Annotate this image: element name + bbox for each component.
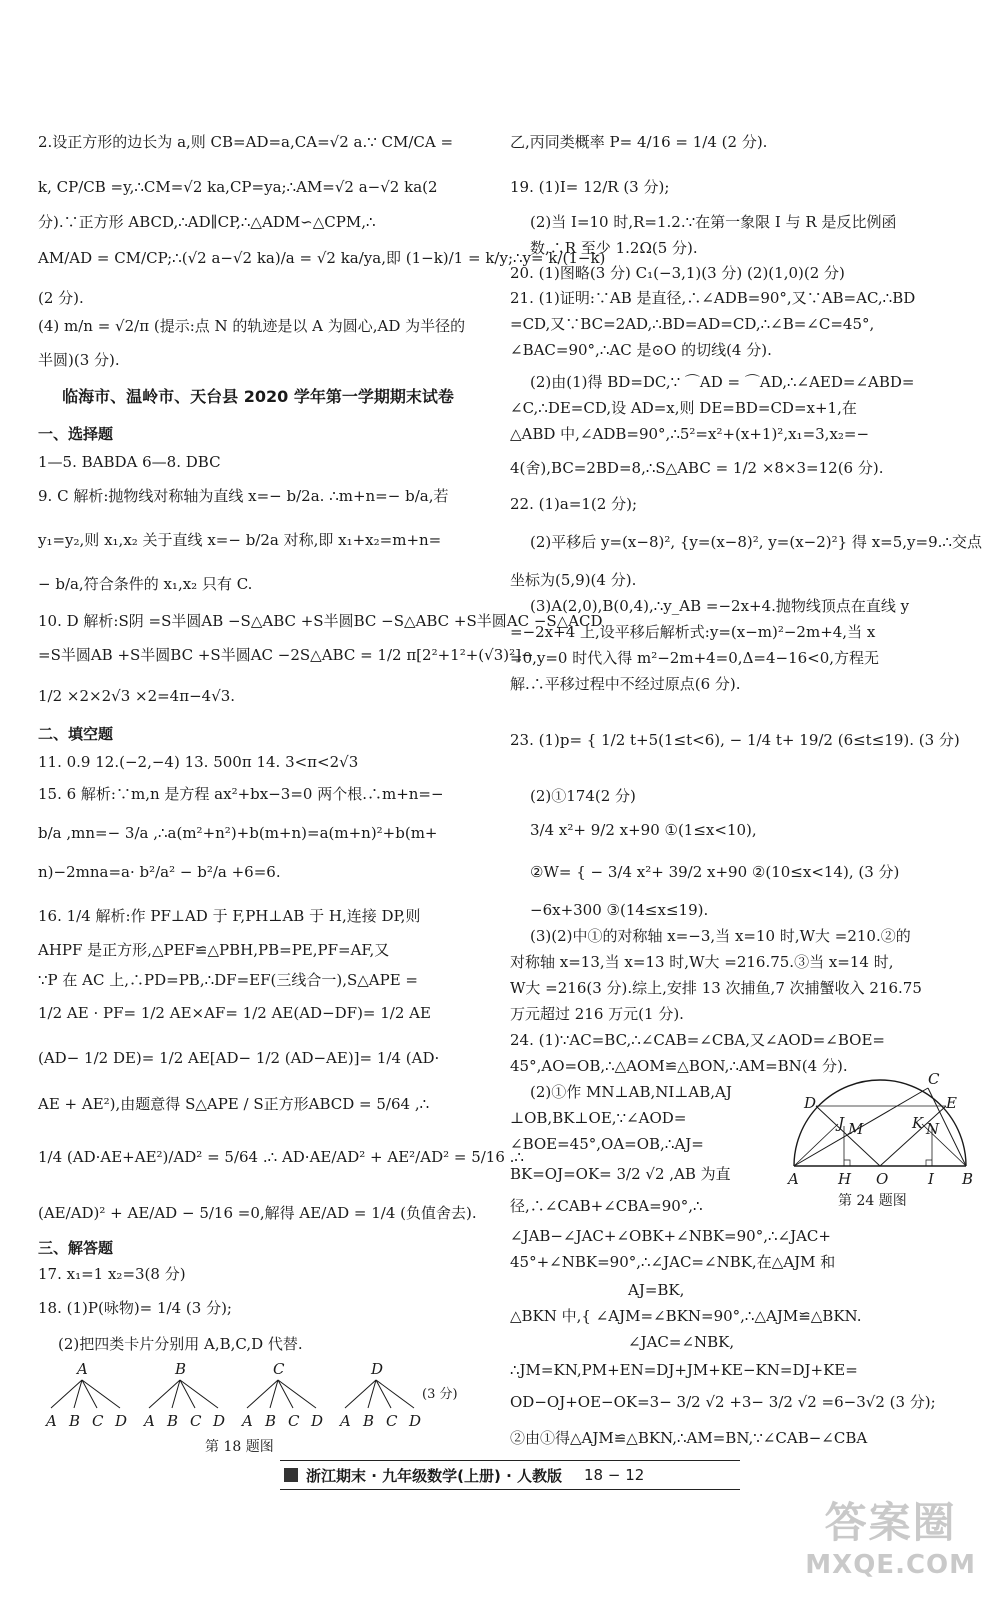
left-text-line: n)−2mna=a· b²/a² − b²/a +6=6. bbox=[38, 863, 281, 881]
left-text-line: 18. (1)P(咏物)= 1/4 (3 分); bbox=[38, 1299, 232, 1317]
tree-leaf-label: D bbox=[213, 1412, 226, 1430]
left-text-line: 16. 1/4 解析:作 PF⊥AD 于 F,PH⊥AB 于 H,连接 DP,则 bbox=[38, 907, 421, 925]
left-text-line: 分).∵正方形 ABCD,∴AD∥CP,∴△ADM∽△CPM,∴ bbox=[38, 213, 376, 231]
left-text-line: 1/2 AE · PF= 1/2 AE×AF= 1/2 AE(AD−DF)= 1/2 AE bbox=[38, 1004, 431, 1022]
right-text-line: ∴JM=KN,PM+EN=DJ+JM+KE−KN=DJ+KE= bbox=[510, 1361, 858, 1379]
left-text-line: =S半圆AB +S半圆BC +S半圆AC −2S△ABC = 1/2 π[2²+1²+(√3)²]− bbox=[38, 646, 534, 664]
tree-branch bbox=[278, 1380, 293, 1408]
tree-branch bbox=[345, 1380, 376, 1408]
left-text-line: 临海市、温岭市、天台县 2020 学年第一学期期末试卷 bbox=[62, 387, 454, 406]
right-text-line: =−2x+4 上,设平移后解析式:y=(x−m)²−2m+4,当 x bbox=[510, 623, 876, 641]
left-text-line: (2)把四类卡片分别用 A,B,C,D 代替. bbox=[58, 1335, 303, 1353]
tree-branch bbox=[376, 1380, 391, 1408]
left-text-line: 三、解答题 bbox=[38, 1239, 114, 1257]
left-text-line: 15. 6 解析:∵m,n 是方程 ax²+bx−3=0 两个根.∴m+n=− bbox=[38, 785, 444, 803]
figure-24-point-label: I bbox=[928, 1170, 934, 1188]
tree-score: (3 分) bbox=[422, 1387, 458, 1402]
right-text-line: AJ=BK, bbox=[628, 1281, 685, 1299]
right-text-line: (2)平移后 y=(x−8)², {y=(x−8)², y=(x−2)²} 得 x=5,y=9.∴交点 bbox=[530, 533, 982, 551]
tree-root-label: B bbox=[175, 1360, 187, 1378]
tree-branch bbox=[82, 1380, 120, 1408]
right-text-line: 坐标为(5,9)(4 分). bbox=[510, 571, 637, 589]
tree-branch bbox=[82, 1380, 97, 1408]
left-text-line: 2.设正方形的边长为 a,则 CB=AD=a,CA=√2 a.∵ CM/CA = bbox=[38, 133, 454, 151]
right-text-line: 数,∴R 至少 1.2Ω(5 分). bbox=[530, 239, 698, 257]
right-text-line: W大 =216(3 分).综上,安排 13 次捕鱼,7 次捕蟹收入 216.75 bbox=[510, 979, 922, 997]
right-text-line: −6x+300 ③(14≤x≤19). bbox=[530, 901, 709, 919]
figure-24-point-label: B bbox=[962, 1170, 974, 1188]
watermark-url: MXQE.COM bbox=[805, 1550, 976, 1580]
left-text-line: (4) m/n = √2/π (提示:点 N 的轨迹是以 A 为圆心,AD 为半径的 bbox=[38, 317, 466, 335]
left-text-line: (2 分). bbox=[38, 289, 84, 307]
right-text-line: 解.∴平移过程中不经过原点(6 分). bbox=[510, 675, 741, 693]
figure-24-point-label: J bbox=[838, 1114, 845, 1132]
watermark-logo bbox=[805, 1490, 976, 1580]
tree-leaf-label: C bbox=[92, 1412, 104, 1430]
figure-24-point-label: E bbox=[946, 1094, 957, 1112]
left-text-line: AHPF 是正方形,△PEF≌△PBH,PB=PE,PF=AF,又 bbox=[38, 941, 390, 959]
left-text-line: 1—5. BABDA 6—8. DBC bbox=[38, 453, 221, 471]
right-text-line: (2)①作 MN⊥AB,NI⊥AB,AJ bbox=[530, 1083, 732, 1101]
tree-leaf-label: B bbox=[69, 1412, 81, 1430]
right-text-line: 22. (1)a=1(2 分); bbox=[510, 495, 637, 513]
watermark-text: 答案圈 bbox=[824, 1498, 957, 1547]
right-text-line: 4(舍),BC=2BD=8,∴S△ABC = 1/2 ×8×3=12(6 分). bbox=[510, 459, 884, 477]
book-logo-icon bbox=[284, 1468, 298, 1482]
tree-branch bbox=[180, 1380, 195, 1408]
right-text-line: =CD,又∵BC=2AD,∴BD=AD=CD,∴∠B=∠C=45°, bbox=[510, 315, 875, 333]
tree-leaf-label: B bbox=[363, 1412, 375, 1430]
right-text-line: 径,∴∠CAB+∠CBA=90°,∴ bbox=[510, 1197, 703, 1215]
tree-root-label: A bbox=[77, 1360, 88, 1378]
tree-branch bbox=[149, 1380, 180, 1408]
left-text-line: AM/AD = CM/CP;∴(√2 a−√2 ka)/a = √2 ka/ya,即 (1−k)/1 = k/y;∴y= k/(1−k) bbox=[38, 249, 606, 267]
right-text-line: 45°,AO=OB,∴△AOM≌△BON,∴AM=BN(4 分). bbox=[510, 1057, 848, 1075]
right-text-line: OD−OJ+OE−OK=3− 3/2 √2 +3− 3/2 √2 =6−3√2 (3 分); bbox=[510, 1393, 936, 1411]
right-text-line: ②由①得△AJM≌△BKN,∴AM=BN,∵∠CAB−∠CBA bbox=[510, 1429, 868, 1447]
left-text-line: y₁=y₂,则 x₁,x₂ 关于直线 x=− b/2a 对称,即 x₁+x₂=m+n= bbox=[38, 531, 442, 549]
right-text-line: 23. (1)p= { 1/2 t+5(1≤t<6), − 1/4 t+ 19/2 (6≤t≤19). (3 分) bbox=[510, 731, 960, 749]
left-text-line: ∵P 在 AC 上,∴PD=PB,∴DF=EF(三线合一),S△APE = bbox=[38, 971, 418, 989]
left-text-line: (AD− 1/2 DE)= 1/2 AE[AD− 1/2 (AD−AE)]= 1/4 (AD· bbox=[38, 1049, 440, 1067]
right-text-line: (3)(2)中①的对称轴 x=−3,当 x=10 时,W大 =210.②的 bbox=[530, 927, 911, 945]
right-text-line: 3/4 x²+ 9/2 x+90 ①(1≤x<10), bbox=[530, 821, 757, 839]
tree-leaf-label: A bbox=[144, 1412, 155, 1430]
left-text-line: 二、填空题 bbox=[38, 725, 114, 743]
tree-leaf-label: B bbox=[265, 1412, 277, 1430]
tree-leaf-label: C bbox=[190, 1412, 202, 1430]
figure-24-point-label: A bbox=[788, 1170, 799, 1188]
right-text-line: ∠BAC=90°,∴AC 是⊙O 的切线(4 分). bbox=[510, 341, 772, 359]
tree-leaf-label: D bbox=[311, 1412, 324, 1430]
tree-leaf-label: D bbox=[115, 1412, 128, 1430]
left-text-line: 1/4 (AD·AE+AE²)/AD² = 5/64 .∴ AD·AE/AD² + AE²/AD² = 5/16 .∴ bbox=[38, 1148, 524, 1166]
tree-leaf-label: A bbox=[340, 1412, 351, 1430]
right-text-line: BK=OJ=OK= 3/2 √2 ,AB 为直 bbox=[510, 1165, 731, 1183]
right-text-line: (2)由(1)得 BD=DC,∵ ⌒AD = ⌒AD,∴∠AED=∠ABD= bbox=[530, 373, 915, 391]
figure-18-caption: 第 18 题图 bbox=[205, 1439, 274, 1455]
tree-leaf-label: D bbox=[409, 1412, 422, 1430]
figure-24-point-label: K bbox=[912, 1114, 924, 1132]
right-text-line: (3)A(2,0),B(0,4),∴y_AB =−2x+4.抛物线顶点在直线 y bbox=[530, 597, 910, 615]
right-text-line: (2)当 I=10 时,R=1.2.∵在第一象限 I 与 R 是反比例函 bbox=[530, 213, 897, 231]
tree-leaf-label: C bbox=[386, 1412, 398, 1430]
right-text-line: ∠BOE=45°,OA=OB,∴AJ= bbox=[510, 1135, 704, 1153]
right-text-line: 19. (1)I= 12/R (3 分); bbox=[510, 178, 670, 196]
figure-24-point-label: C bbox=[928, 1070, 940, 1088]
tree-branch bbox=[180, 1380, 218, 1408]
right-text-line: 万元超过 216 万元(1 分). bbox=[510, 1005, 684, 1023]
page-number: 18 − 12 bbox=[584, 1466, 645, 1484]
right-text-line: 对称轴 x=13,当 x=13 时,W大 =216.75.③当 x=14 时, bbox=[510, 953, 894, 971]
tree-leaf-label: A bbox=[242, 1412, 253, 1430]
left-text-line: 10. D 解析:S阴 =S半圆AB −S△ABC +S半圆BC −S△ABC +S半圆AC −S△ACD bbox=[38, 612, 603, 630]
left-text-line: 1/2 ×2×2√3 ×2=4π−4√3. bbox=[38, 687, 236, 705]
tree-leaf-label: A bbox=[46, 1412, 57, 1430]
left-text-line: k, CP/CB =y,∴CM=√2 ka,CP=ya;∴AM=√2 a−√2 ka(2 bbox=[38, 178, 438, 196]
figure-24-point-label: O bbox=[876, 1170, 889, 1188]
page-footer bbox=[280, 1460, 740, 1490]
right-text-line: ∠JAC=∠NBK, bbox=[628, 1333, 735, 1351]
right-text-line: 24. (1)∵AC=BC,∴∠CAB=∠CBA,又∠AOD=∠BOE= bbox=[510, 1031, 885, 1049]
right-text-line: 45°+∠NBK=90°,∴∠JAC=∠NBK,在△AJM 和 bbox=[510, 1253, 836, 1271]
figure-18-tree-diagram bbox=[38, 1358, 468, 1438]
left-text-line: 9. C 解析:抛物线对称轴为直线 x=− b/2a. ∴m+n=− b/a,若 bbox=[38, 487, 449, 505]
figure-24-point-label: D bbox=[804, 1094, 817, 1112]
figure-24-point-label: H bbox=[838, 1170, 852, 1188]
figure-24-point-label: M bbox=[848, 1120, 864, 1138]
right-text-line: △ABD 中,∠ADB=90°,∴5²=x²+(x+1)²,x₁=3,x₂=− bbox=[510, 425, 870, 443]
right-text-line: 20. (1)图略(3 分) C₁(−3,1)(3 分) (2)(1,0)(2 分) bbox=[510, 264, 845, 282]
footer-title: 浙江期末 · 九年级数学(上册) · 人教版 bbox=[306, 1466, 562, 1485]
tree-root-label: D bbox=[371, 1360, 384, 1378]
left-text-line: 一、选择题 bbox=[38, 425, 114, 443]
right-text-line: 乙,丙同类概率 P= 4/16 = 1/4 (2 分). bbox=[510, 133, 768, 151]
left-text-line: (AE/AD)² + AE/AD − 5/16 =0,解得 AE/AD = 1/4 (负值舍去). bbox=[38, 1204, 477, 1222]
tree-root-label: C bbox=[273, 1360, 285, 1378]
figure-24-point-label: N bbox=[926, 1120, 940, 1138]
right-text-line: ②W= { − 3/4 x²+ 39/2 x+90 ②(10≤x<14), (3 分) bbox=[530, 863, 900, 881]
left-text-line: AE + AE²),由题意得 S△APE / S正方形ABCD = 5/64 ,∴ bbox=[38, 1095, 430, 1113]
tree-branch bbox=[376, 1380, 414, 1408]
right-text-line: ∠JAB−∠JAC+∠OBK+∠NBK=90°,∴∠JAC+ bbox=[510, 1227, 831, 1245]
figure-24-semicircle bbox=[786, 1070, 974, 1194]
right-text-line: ∠C,∴DE=CD,设 AD=x,则 DE=BD=CD=x+1,在 bbox=[510, 399, 857, 417]
left-text-line: 11. 0.9 12.(−2,−4) 13. 500π 14. 3<π<2√3 bbox=[38, 753, 359, 771]
left-text-line: b/a ,mn=− 3/a ,∴a(m²+n²)+b(m+n)=a(m+n)²+b(m+ bbox=[38, 824, 438, 842]
right-text-line: △BKN 中,{ ∠AJM=∠BKN=90°,∴△AJM≌△BKN. bbox=[510, 1307, 862, 1325]
tree-leaf-label: B bbox=[167, 1412, 179, 1430]
figure-24-caption: 第 24 题图 bbox=[838, 1193, 907, 1209]
right-text-line: (2)①174(2 分) bbox=[530, 787, 636, 805]
right-text-line: 21. (1)证明:∵AB 是直径,∴∠ADB=90°,又∵AB=AC,∴BD bbox=[510, 289, 916, 307]
tree-leaf-label: C bbox=[288, 1412, 300, 1430]
left-text-line: 17. x₁=1 x₂=3(8 分) bbox=[38, 1265, 186, 1283]
tree-branch bbox=[278, 1380, 316, 1408]
right-text-line: ⊥OB,BK⊥OE,∵∠AOD= bbox=[510, 1109, 687, 1127]
left-text-line: − b/a,符合条件的 x₁,x₂ 只有 C. bbox=[38, 575, 253, 593]
left-text-line: 半圆)(3 分). bbox=[38, 351, 120, 369]
tree-branch bbox=[51, 1380, 82, 1408]
right-text-line: =0,y=0 时代入得 m²−2m+4=0,Δ=4−16<0,方程无 bbox=[510, 649, 880, 667]
tree-branch bbox=[247, 1380, 278, 1408]
